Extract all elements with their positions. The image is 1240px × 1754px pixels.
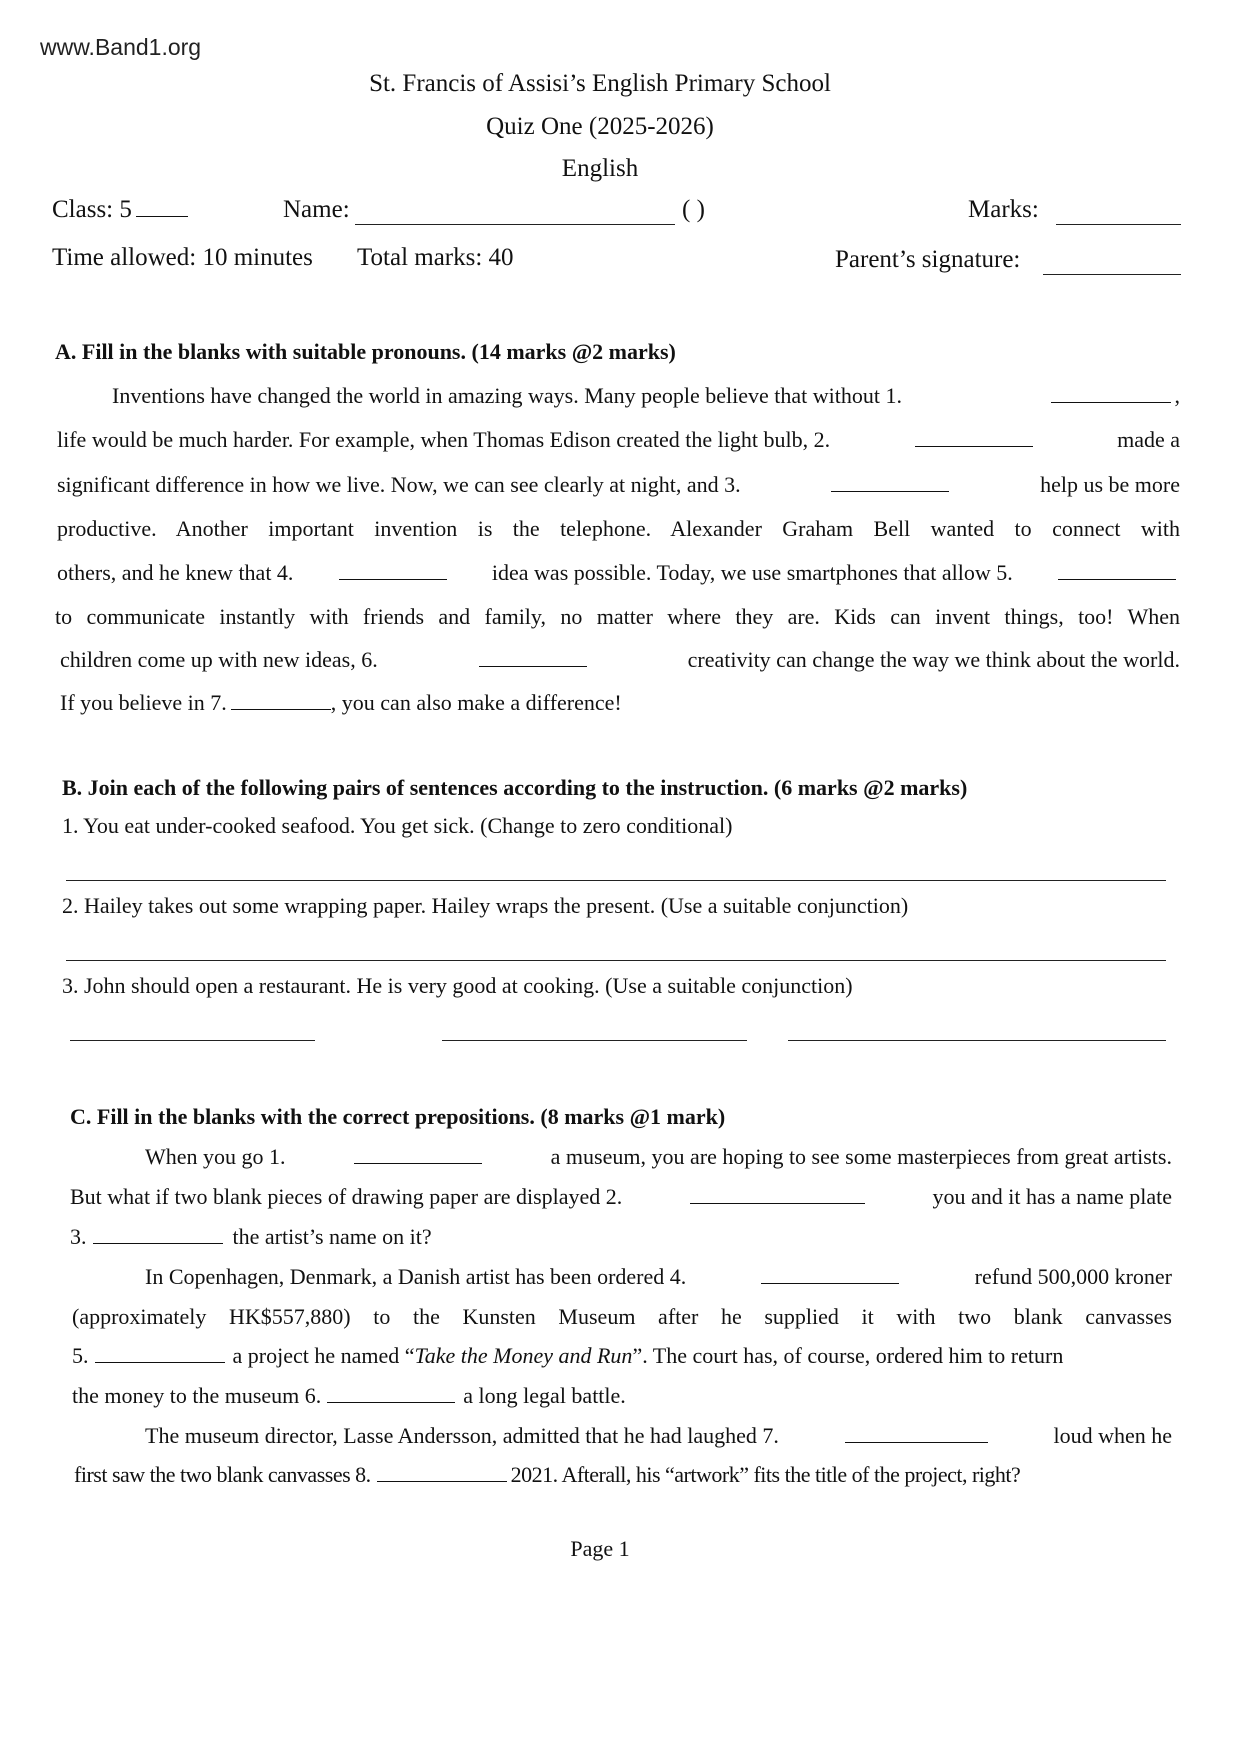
section-a-line-4: productive. Another important invention is the telephone. Alexander Graham Bell wanted to connect with [57,516,1180,541]
section-a-line-2: life would be much harder. For example, when Thomas Edison created the light bulb, 2. made a [57,427,1180,452]
section-b-question-2: 2. Hailey takes out some wrapping paper. Hailey wraps the present. (Use a suitable conjunction) [62,893,909,918]
preposition-blank-8[interactable] [377,1480,507,1482]
section-b-question-3: 3. John should open a restaurant. He is very good at cooking. (Use a suitable conjunction) [62,973,853,998]
preposition-blank-3[interactable] [93,1242,223,1244]
section-c-line-1: When you go 1. a museum, you are hoping to see some masterpieces from great artists. [145,1144,1172,1169]
preposition-blank-6[interactable] [327,1401,455,1403]
section-c-line-6: 5. a project he named “Take the Money and Run”. The court has, of course, ordered him to return [72,1343,1064,1368]
section-c-line-8: The museum director, Lasse Andersson, admitted that he had laughed 7. loud when he [145,1423,1172,1448]
signature-label: Parent’s signature: [835,246,1021,273]
class-label: Class: 5 [52,196,192,224]
school-name: St. Francis of Assisi’s English Primary School [369,70,831,97]
preposition-blank-2[interactable] [690,1202,865,1204]
section-c-line-9: first saw the two blank canvasses 8. 2021. Afterall, his “artwork” fits the title of the project, right? [74,1462,1021,1487]
pronoun-blank-2[interactable] [915,445,1033,447]
section-a-title: A. Fill in the blanks with suitable pronouns. (14 marks @2 marks) [55,339,676,364]
pronoun-blank-1[interactable] [1051,401,1171,403]
answer-line-2[interactable] [66,960,1166,961]
section-c-line-3: 3. the artist’s name on it? [70,1224,432,1249]
pronoun-blank-5[interactable] [1058,578,1176,580]
pronoun-blank-3[interactable] [831,490,949,492]
class-blank[interactable] [136,215,188,217]
answer-line-1[interactable] [66,880,1166,881]
section-c-title: C. Fill in the blanks with the correct prepositions. (8 marks @1 mark) [70,1104,726,1129]
preposition-blank-5[interactable] [95,1361,225,1363]
answer-line-3a[interactable] [70,1040,315,1041]
name-blank[interactable] [355,224,675,225]
pronoun-blank-6[interactable] [479,665,587,667]
answer-line-3c[interactable] [788,1040,1166,1041]
preposition-blank-1[interactable] [354,1162,482,1164]
quiz-title: Quiz One (2025-2026) [486,113,714,140]
watermark: www.Band1.org [40,34,202,60]
section-a-line-1: Inventions have changed the world in amazing ways. Many people believe that without 1. , [112,383,1180,408]
marks-blank[interactable] [1056,224,1181,225]
section-a-line-8: If you believe in 7. , you can also make a difference! [60,690,622,715]
signature-blank[interactable] [1043,274,1181,275]
section-a-line-3: significant difference in how we live. Now, we can see clearly at night, and 3. help us be more [57,472,1180,497]
time-allowed: Time allowed: 10 minutes [52,244,313,271]
total-marks: Total marks: 40 [357,244,514,271]
section-a-line-7: children come up with new ideas, 6. creativity can change the way we think about the world. [60,647,1180,672]
marks-label: Marks: [968,196,1039,223]
project-title: Take the Money and Run [414,1343,633,1368]
section-a-line-5: others, and he knew that 4. idea was possible. Today, we use smartphones that allow 5. [57,562,1180,584]
name-label: Name: [283,196,350,223]
section-c-line-4: In Copenhagen, Denmark, a Danish artist has been ordered 4. refund 500,000 kroner [145,1264,1172,1289]
page-number: Page 1 [570,1536,630,1561]
section-b-question-1: 1. You eat under-cooked seafood. You get sick. (Change to zero conditional) [62,813,733,838]
section-c-line-2: But what if two blank pieces of drawing paper are displayed 2. you and it has a name plate [70,1184,1172,1209]
preposition-blank-4[interactable] [761,1282,899,1284]
subject-title: English [561,155,639,182]
section-b-title: B. Join each of the following pairs of sentences according to the instruction. (6 marks @2 marks) [62,775,968,800]
section-a-line-6: to communicate instantly with friends and family, no matter where they are. Kids can invent things, too! When [55,604,1180,629]
class-number-parens: ( ) [682,196,705,223]
section-c-line-7: the money to the museum 6. a long legal battle. [72,1383,626,1408]
answer-line-3b[interactable] [442,1040,747,1041]
preposition-blank-7[interactable] [845,1441,988,1443]
pronoun-blank-4[interactable] [339,578,447,580]
section-c-line-5: (approximately HK$557,880) to the Kunsten Museum after he supplied it with two blank canvasses [72,1304,1172,1329]
pronoun-blank-7[interactable] [231,708,331,710]
